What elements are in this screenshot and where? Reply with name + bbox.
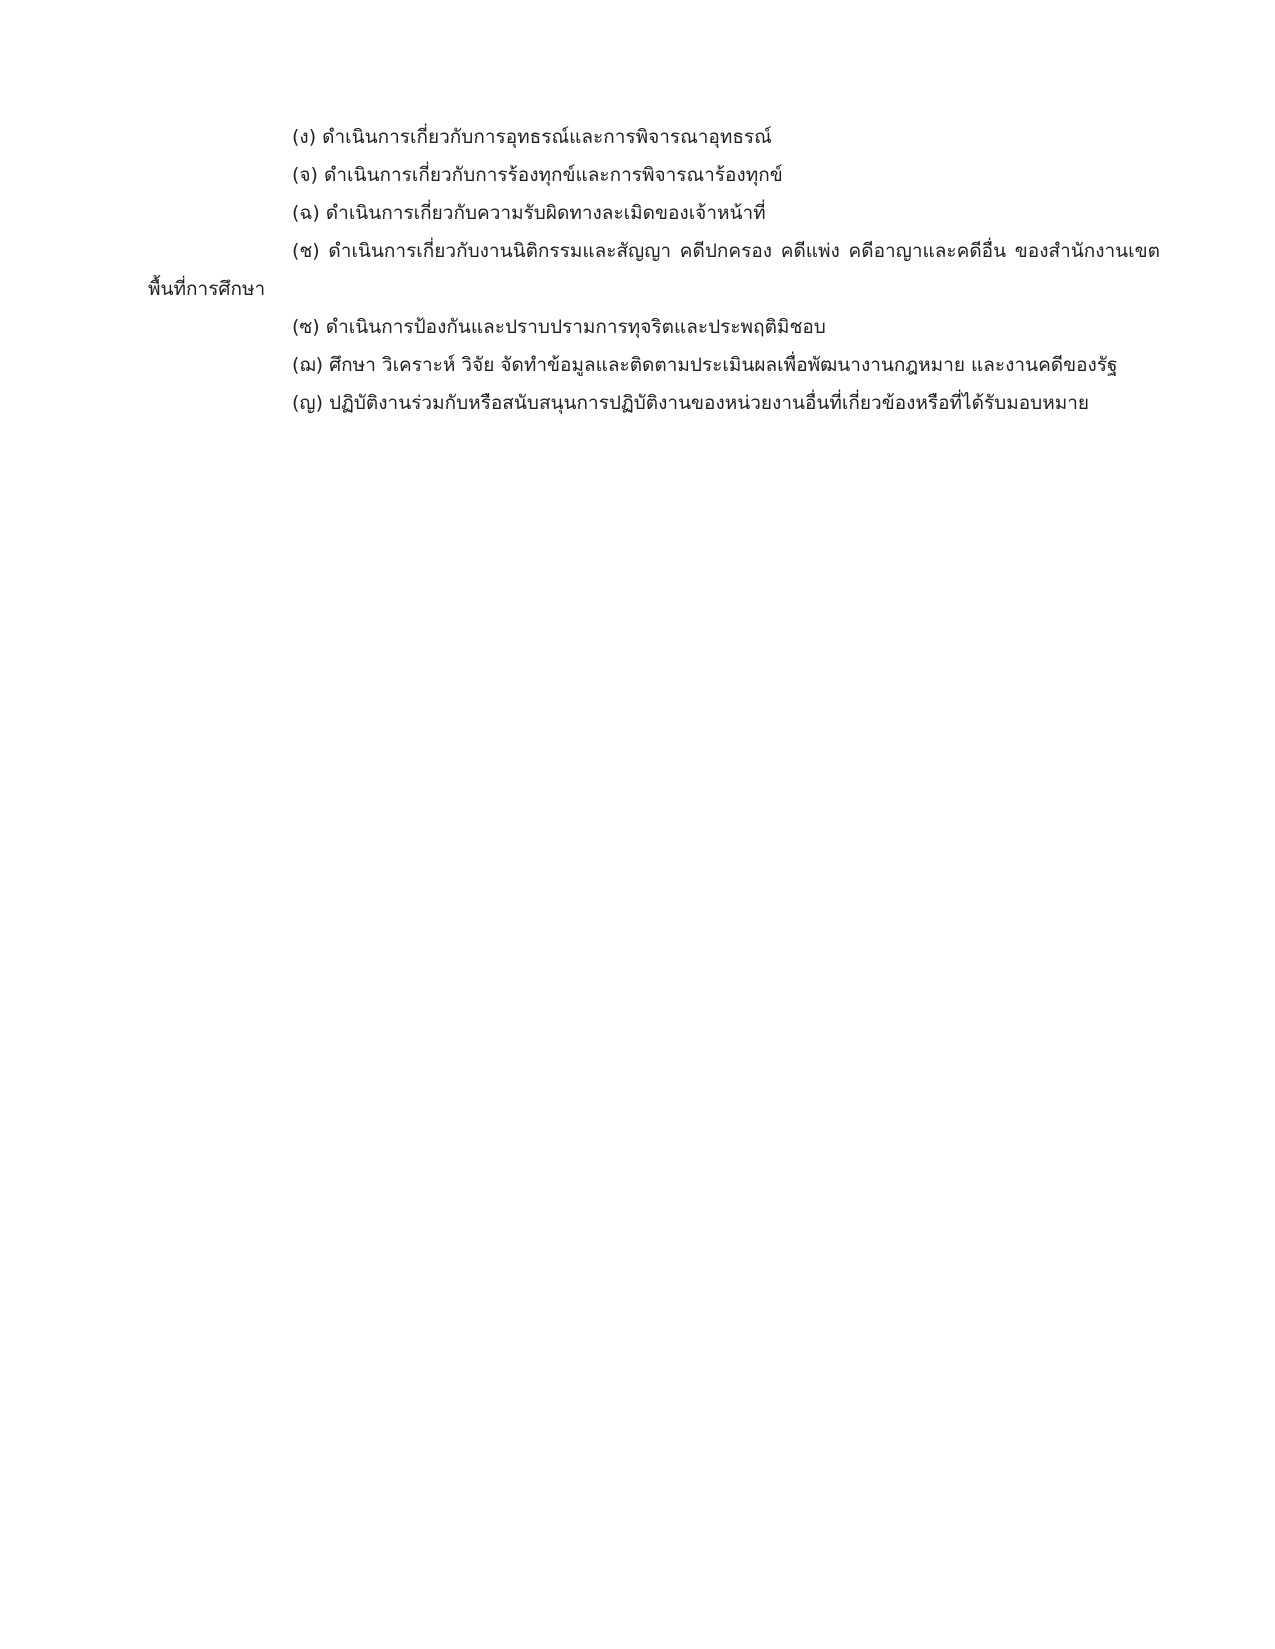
list-item-cher: (ฌ) ศึกษา วิเคราะห์ วิจัย จัดทำข้อมูลและติดตามประเมินผลเพื่อพัฒนางานกฎหมาย และงานคดีของรัฐ [292, 354, 1118, 376]
list-item-jo: (จ) ดำเนินการเกี่ยวกับการร้องทุกข์และการพิจารณาร้องทุกข์ [292, 164, 783, 186]
list-item-so: (ซ) ดำเนินการป้องกันและปราบปรามการทุจริตและประพฤติมิชอบ [292, 316, 826, 338]
list-item-yo: (ญ) ปฏิบัติงานร่วมกับหรือสนับสนุนการปฏิบัติงานของหน่วยงานอื่นที่เกี่ยวข้องหรือที่ได้รับมอบหมาย [292, 392, 1090, 414]
list-item-ngo: (ง) ดำเนินการเกี่ยวกับการอุทธรณ์และการพิจารณาอุทธรณ์ [292, 126, 772, 148]
document-body [148, 118, 1160, 422]
list-item-chor: (ช) ดำเนินการเกี่ยวกับงานนิติกรรมและสัญญา คดีปกครอง คดีแพ่ง คดีอาญาและคดีอื่น ของสำนักงานเขตพื้นที่การศึกษา [148, 240, 1160, 300]
list-item-cho: (ฉ) ดำเนินการเกี่ยวกับความรับผิดทางละเมิดของเจ้าหน้าที่ [292, 202, 766, 224]
